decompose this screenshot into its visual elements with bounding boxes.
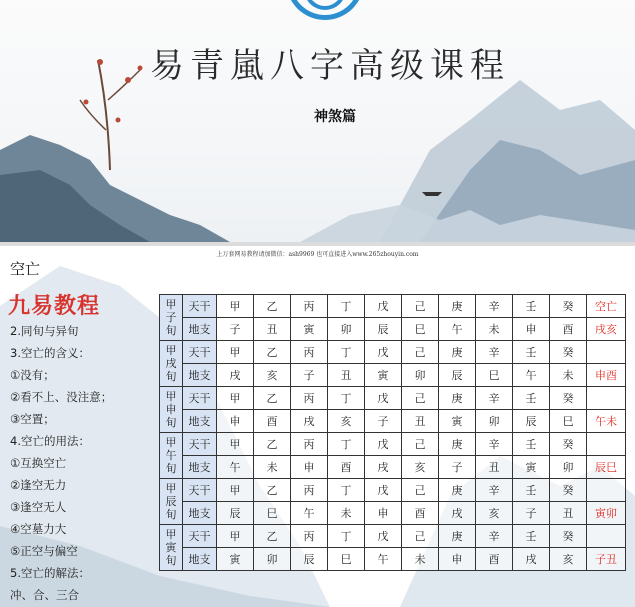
stem-cell: 壬 (513, 295, 550, 318)
branch-row-label: 地支 (183, 502, 217, 525)
kongwang-value-cell: 寅卯 (587, 502, 626, 525)
outline-item: ②逢空无力 (10, 478, 67, 492)
stem-row-label: 天干 (183, 387, 217, 410)
xun-label (160, 525, 183, 571)
xun-label (160, 433, 183, 479)
branch-cell: 巳 (550, 410, 587, 433)
branch-cell: 酉 (476, 548, 513, 571)
stem-cell: 庚 (439, 433, 476, 456)
stem-cell: 戊 (365, 525, 402, 548)
stem-cell: 乙 (254, 525, 291, 548)
outline-item: 4.空亡的用法： (10, 434, 90, 448)
branch-cell: 丑 (254, 318, 291, 341)
branch-cell: 辰 (291, 548, 328, 571)
branch-cell: 午 (291, 502, 328, 525)
notice-text: 上万套网易教程请加微信：ash9969 也可直接进入www.265zhouyin.com (216, 251, 419, 258)
stem-cell: 辛 (476, 341, 513, 364)
stem-cell: 丙 (291, 525, 328, 548)
stem-cell: 己 (402, 341, 439, 364)
branch-cell: 酉 (254, 410, 291, 433)
branch-cell: 辰 (365, 318, 402, 341)
title-banner (0, 0, 635, 242)
branch-cell: 辰 (439, 364, 476, 387)
stem-row-label: 天干 (183, 525, 217, 548)
stem-cell: 壬 (513, 387, 550, 410)
stem-cell: 戊 (365, 387, 402, 410)
outline-item: ②看不上、没注意； (10, 390, 113, 404)
stem-cell: 甲 (217, 433, 254, 456)
outline-item: ①互换空亡 (10, 456, 67, 470)
stem-cell: 己 (402, 525, 439, 548)
stem-cell: 戊 (365, 295, 402, 318)
branch-cell: 丑 (550, 502, 587, 525)
outline-item: ③空置； (10, 412, 55, 426)
xun-label (160, 479, 183, 525)
table-row-stems (160, 387, 626, 410)
branch-cell: 戌 (217, 364, 254, 387)
stem-cell: 丙 (291, 341, 328, 364)
xun-label (160, 295, 183, 341)
stem-cell: 戊 (365, 479, 402, 502)
branch-cell: 亥 (476, 502, 513, 525)
stem-cell: 甲 (217, 525, 254, 548)
branch-cell: 丑 (328, 364, 365, 387)
branch-cell: 戌 (513, 548, 550, 571)
branch-cell: 未 (328, 502, 365, 525)
branch-row-label: 地支 (183, 456, 217, 479)
stem-cell: 庚 (439, 479, 476, 502)
stem-cell: 辛 (476, 295, 513, 318)
stem-cell: 乙 (254, 295, 291, 318)
course-subtitle: 神煞篇 (314, 109, 356, 125)
stem-cell: 乙 (254, 433, 291, 456)
branch-cell: 卯 (476, 410, 513, 433)
branch-cell: 卯 (550, 456, 587, 479)
xun-label (160, 387, 183, 433)
branch-cell: 申 (217, 410, 254, 433)
branch-cell: 巳 (328, 548, 365, 571)
outline-item: 5.空亡的解法： (10, 566, 90, 580)
stem-cell: 丁 (328, 479, 365, 502)
kongwang-header-cell (587, 341, 626, 364)
branch-cell: 巳 (402, 318, 439, 341)
table-row-branches (160, 318, 626, 341)
outline-item: 冲、合、三合 (10, 588, 79, 602)
branch-cell: 巳 (476, 364, 513, 387)
stem-row-label: 天干 (183, 479, 217, 502)
branch-cell: 申 (291, 456, 328, 479)
table-row-stems (160, 525, 626, 548)
table-row-branches (160, 364, 626, 387)
xun-name: 甲辰旬 (165, 482, 177, 521)
branch-cell: 寅 (365, 364, 402, 387)
branch-cell: 午 (513, 364, 550, 387)
branch-cell: 申 (439, 548, 476, 571)
outline-item: ③逢空无人 (10, 500, 67, 514)
branch-cell: 戌 (365, 456, 402, 479)
branch-cell: 巳 (254, 502, 291, 525)
kongwang-value-cell: 戌亥 (587, 318, 626, 341)
branch-cell: 未 (550, 364, 587, 387)
stem-cell: 丁 (328, 295, 365, 318)
branch-cell: 申 (365, 502, 402, 525)
branch-cell: 子 (291, 364, 328, 387)
xun-name: 甲午旬 (165, 436, 177, 475)
branch-cell: 寅 (513, 456, 550, 479)
stem-cell: 己 (402, 479, 439, 502)
kongwang-value-cell: 子丑 (587, 548, 626, 571)
stem-cell: 癸 (550, 387, 587, 410)
stem-cell: 戊 (365, 341, 402, 364)
branch-cell: 寅 (439, 410, 476, 433)
stem-cell: 丁 (328, 387, 365, 410)
branch-cell: 酉 (550, 318, 587, 341)
stem-cell: 甲 (217, 295, 254, 318)
stem-cell: 庚 (439, 387, 476, 410)
stem-cell: 丁 (328, 433, 365, 456)
branch-row-label: 地支 (183, 318, 217, 341)
outline-item: ④空墓力大 (10, 522, 67, 536)
stem-cell: 乙 (254, 341, 291, 364)
kongwang-header-cell (587, 525, 626, 548)
stem-row-label: 天干 (183, 433, 217, 456)
kongwang-header-cell (587, 479, 626, 502)
kongwang-value-cell: 辰巳 (587, 456, 626, 479)
table-row-stems (160, 479, 626, 502)
branch-cell: 丑 (402, 410, 439, 433)
outline-item: ①没有； (10, 368, 55, 382)
stem-cell: 庚 (439, 295, 476, 318)
stem-cell: 壬 (513, 479, 550, 502)
stem-cell: 己 (402, 387, 439, 410)
stem-cell: 辛 (476, 433, 513, 456)
kongwang-header-cell (587, 433, 626, 456)
stem-cell: 丙 (291, 433, 328, 456)
stem-cell: 己 (402, 433, 439, 456)
stem-cell: 癸 (550, 341, 587, 364)
branch-cell: 亥 (328, 410, 365, 433)
table-row-branches (160, 502, 626, 525)
outline-item: 3.空亡的含义： (10, 346, 90, 360)
branch-cell: 寅 (217, 548, 254, 571)
outline-item: ⑤正空与偏空 (10, 544, 78, 558)
stem-cell: 壬 (513, 433, 550, 456)
stem-cell: 庚 (439, 341, 476, 364)
branch-cell: 卯 (254, 548, 291, 571)
section-title: 空亡 (10, 260, 41, 278)
stem-cell: 壬 (513, 525, 550, 548)
table-row-stems (160, 433, 626, 456)
xun-label (160, 341, 183, 387)
branch-cell: 午 (365, 548, 402, 571)
stem-cell: 丙 (291, 387, 328, 410)
stem-cell: 辛 (476, 525, 513, 548)
stem-cell: 癸 (550, 525, 587, 548)
branch-cell: 丑 (476, 456, 513, 479)
stem-cell: 甲 (217, 341, 254, 364)
outline-list (10, 320, 160, 606)
branch-cell: 申 (513, 318, 550, 341)
stem-cell: 甲 (217, 479, 254, 502)
stem-cell: 癸 (550, 479, 587, 502)
stem-cell: 戊 (365, 433, 402, 456)
stem-cell: 庚 (439, 525, 476, 548)
xun-name: 甲子旬 (165, 298, 177, 337)
stem-cell: 甲 (217, 387, 254, 410)
branch-row-label: 地支 (183, 410, 217, 433)
stem-cell: 癸 (550, 295, 587, 318)
branch-row-label: 地支 (183, 548, 217, 571)
branch-cell: 辰 (217, 502, 254, 525)
branch-cell: 寅 (291, 318, 328, 341)
table-row-branches (160, 456, 626, 479)
table-row-stems (160, 341, 626, 364)
kongwang-header-cell (587, 387, 626, 410)
branch-cell: 午 (439, 318, 476, 341)
stem-row-label: 天干 (183, 341, 217, 364)
branch-cell: 子 (513, 502, 550, 525)
branch-cell: 子 (439, 456, 476, 479)
stem-cell: 壬 (513, 341, 550, 364)
stem-cell: 乙 (254, 387, 291, 410)
branch-cell: 午 (217, 456, 254, 479)
branch-cell: 未 (254, 456, 291, 479)
xun-name: 甲申旬 (165, 390, 177, 429)
xun-name: 甲寅旬 (165, 528, 177, 567)
xun-name: 甲戌旬 (165, 344, 177, 383)
stem-cell: 癸 (550, 433, 587, 456)
branch-cell: 未 (402, 548, 439, 571)
branch-cell: 酉 (328, 456, 365, 479)
branch-cell: 卯 (402, 364, 439, 387)
stem-row-label: 天干 (183, 295, 217, 318)
branch-cell: 子 (217, 318, 254, 341)
branch-cell: 卯 (328, 318, 365, 341)
stem-cell: 乙 (254, 479, 291, 502)
stem-cell: 丁 (328, 341, 365, 364)
branch-cell: 亥 (254, 364, 291, 387)
branch-cell: 亥 (550, 548, 587, 571)
course-title: 易青嵐八字高级课程 (150, 46, 510, 86)
kongwang-value-cell: 申酉 (587, 364, 626, 387)
stem-cell: 丙 (291, 295, 328, 318)
kongwang-value-cell: 午未 (587, 410, 626, 433)
stem-cell: 丁 (328, 525, 365, 548)
outline-item: 2.同旬与异旬 (10, 324, 79, 338)
table-row-branches (160, 410, 626, 433)
branch-cell: 亥 (402, 456, 439, 479)
kongwang-table (159, 294, 626, 571)
stem-cell: 己 (402, 295, 439, 318)
branch-cell: 辰 (513, 410, 550, 433)
table-row-branches (160, 548, 626, 571)
branch-cell: 戌 (291, 410, 328, 433)
stem-cell: 辛 (476, 387, 513, 410)
stem-cell: 辛 (476, 479, 513, 502)
branch-cell: 子 (365, 410, 402, 433)
branch-cell: 酉 (402, 502, 439, 525)
brand-watermark: 九易教程 (8, 294, 101, 319)
branch-row-label: 地支 (183, 364, 217, 387)
branch-cell: 戌 (439, 502, 476, 525)
stem-cell: 丙 (291, 479, 328, 502)
kongwang-header-cell: 空亡 (587, 295, 626, 318)
branch-cell: 未 (476, 318, 513, 341)
table-row-stems (160, 295, 626, 318)
